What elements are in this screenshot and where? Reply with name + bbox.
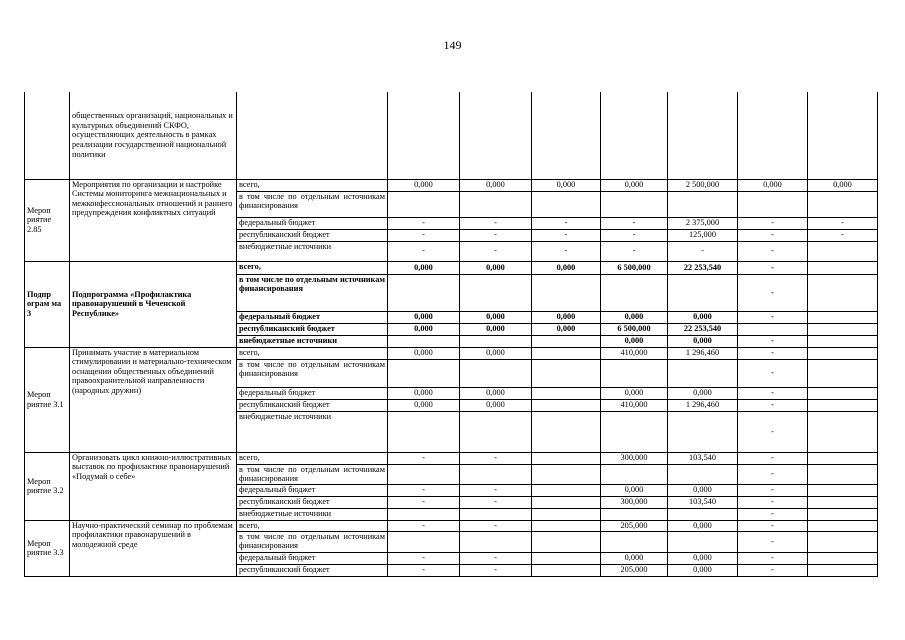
value-cell: 1 296,460 [668, 347, 738, 359]
funding-source: всего, [237, 261, 388, 274]
value-cell [808, 92, 878, 179]
value-cell: 0,000 [532, 179, 601, 191]
value-cell: - [388, 229, 460, 241]
funding-source: внебюджетные источники [237, 241, 388, 261]
funding-source: в том числе по отдельным источникам финансирования [237, 464, 388, 484]
value-cell: - [738, 508, 808, 520]
funding-source: в том числе по отдельным источникам финансирования [237, 191, 388, 217]
value-cell: 0,000 [460, 179, 532, 191]
value-cell [808, 323, 878, 335]
value-cell: 0,000 [668, 311, 738, 323]
value-cell: - [738, 552, 808, 564]
value-cell [668, 359, 738, 387]
value-cell: - [738, 335, 808, 347]
value-cell: 0,000 [460, 387, 532, 399]
value-cell [532, 411, 601, 452]
value-cell [808, 399, 878, 411]
funding-source: федеральный бюджет [237, 387, 388, 399]
measure-name: Организовать цикл книжно-иллюстративных выставок по профилактике правонарушений «Подумай о себе» [70, 452, 237, 520]
value-cell [532, 399, 601, 411]
value-cell: - [738, 241, 808, 261]
value-cell [668, 531, 738, 552]
value-cell [808, 552, 878, 564]
value-cell: 0,000 [668, 387, 738, 399]
value-cell: - [388, 452, 460, 464]
value-cell: 2 375,000 [668, 217, 738, 229]
value-cell: - [738, 274, 808, 311]
value-cell [460, 274, 532, 311]
value-cell [808, 359, 878, 387]
funding-source: внебюджетные источники [237, 335, 388, 347]
value-cell: 0,000 [460, 323, 532, 335]
value-cell: - [460, 564, 532, 576]
value-cell: - [601, 229, 668, 241]
value-cell [601, 92, 668, 179]
table-row [25, 347, 878, 359]
value-cell [808, 261, 878, 274]
measure-name: Мероприятия по организации и настройке Системы мониторинга межнациональных и межконфессиональных отношений и раннего предупреждения конфликтных ситуаций [70, 179, 237, 261]
value-cell: 205,000 [601, 520, 668, 531]
value-cell: 103,540 [668, 452, 738, 464]
value-cell: 6 500,000 [601, 323, 668, 335]
funding-source: всего, [237, 520, 388, 531]
value-cell: - [532, 241, 601, 261]
value-cell [460, 531, 532, 552]
value-cell [388, 411, 460, 452]
value-cell: 0,000 [460, 399, 532, 411]
value-cell [808, 508, 878, 520]
funding-source: в том числе по отдельным источникам финансирования [237, 274, 388, 311]
value-cell [808, 496, 878, 508]
table-row [25, 452, 878, 464]
value-cell: - [388, 241, 460, 261]
value-cell: 0,000 [460, 261, 532, 274]
table-row [25, 92, 878, 179]
value-cell: 0,000 [668, 564, 738, 576]
value-cell: - [460, 241, 532, 261]
value-cell [532, 335, 601, 347]
value-cell [808, 464, 878, 484]
funding-source: республиканский бюджет [237, 564, 388, 576]
measure-code: Мероп риятие 3.1 [25, 347, 70, 452]
value-cell [532, 496, 601, 508]
value-cell: 0,000 [460, 311, 532, 323]
funding-source: федеральный бюджет [237, 484, 388, 496]
value-cell: 2 500,000 [668, 179, 738, 191]
value-cell [388, 531, 460, 552]
funding-source: внебюджетные источники [237, 411, 388, 452]
value-cell [532, 347, 601, 359]
value-cell [808, 335, 878, 347]
value-cell: 103,540 [668, 496, 738, 508]
value-cell: - [388, 564, 460, 576]
value-cell: 125,000 [668, 229, 738, 241]
value-cell: - [738, 484, 808, 496]
funding-source: всего, [237, 452, 388, 464]
measure-name: Принимать участие в материальном стимулировании и материально-техническом оснащении общественных объединений правоохранительной направленности (народных дружин) [70, 347, 237, 452]
value-cell: - [460, 552, 532, 564]
measure-code: Мероп риятие 2.85 [25, 179, 70, 261]
value-cell [532, 274, 601, 311]
value-cell: 0,000 [601, 311, 668, 323]
table-row [25, 179, 878, 191]
value-cell: - [738, 399, 808, 411]
value-cell [532, 92, 601, 179]
measure-name: Подпрограмма «Профилактика правонарушений в Чеченской Республике» [70, 261, 237, 347]
funding-source: федеральный бюджет [237, 552, 388, 564]
funding-source: федеральный бюджет [237, 217, 388, 229]
value-cell: - [601, 217, 668, 229]
value-cell: 300,000 [601, 452, 668, 464]
value-cell: - [808, 217, 878, 229]
value-cell: 0,000 [532, 311, 601, 323]
value-cell [668, 92, 738, 179]
funding-source: республиканский бюджет [237, 496, 388, 508]
value-cell [532, 359, 601, 387]
value-cell [668, 274, 738, 311]
value-cell [808, 241, 878, 261]
value-cell: 410,000 [601, 399, 668, 411]
value-cell: 6 500,000 [601, 261, 668, 274]
value-cell [668, 464, 738, 484]
value-cell: - [460, 217, 532, 229]
value-cell: 0,000 [388, 179, 460, 191]
value-cell [668, 191, 738, 217]
value-cell [808, 484, 878, 496]
value-cell: - [738, 229, 808, 241]
funding-source: республиканский бюджет [237, 323, 388, 335]
value-cell [601, 508, 668, 520]
value-cell [808, 311, 878, 323]
value-cell: - [738, 496, 808, 508]
value-cell [738, 191, 808, 217]
value-cell: - [460, 520, 532, 531]
value-cell [532, 191, 601, 217]
value-cell: 0,000 [532, 323, 601, 335]
value-cell [808, 520, 878, 531]
value-cell: - [601, 241, 668, 261]
value-cell: - [460, 229, 532, 241]
measure-name: Научно-практический семинар по проблемам профилактики правонарушений в молодежной среде [70, 520, 237, 576]
funding-source: всего, [237, 179, 388, 191]
value-cell [388, 359, 460, 387]
value-cell: 0,000 [532, 261, 601, 274]
table-row [25, 520, 878, 531]
value-cell: 0,000 [601, 179, 668, 191]
value-cell: - [738, 564, 808, 576]
value-cell: - [388, 484, 460, 496]
value-cell: - [738, 347, 808, 359]
measure-code: Мероп риятие 3.2 [25, 452, 70, 520]
value-cell: - [668, 241, 738, 261]
value-cell: 1 296,460 [668, 399, 738, 411]
value-cell [388, 508, 460, 520]
value-cell [668, 508, 738, 520]
value-cell: - [388, 520, 460, 531]
value-cell: 0,000 [388, 261, 460, 274]
budget-table [24, 92, 878, 577]
value-cell [601, 531, 668, 552]
value-cell: 0,000 [601, 335, 668, 347]
value-cell: 0,000 [668, 552, 738, 564]
value-cell [808, 411, 878, 452]
value-cell: 0,000 [388, 347, 460, 359]
funding-source: федеральный бюджет [237, 311, 388, 323]
value-cell [601, 359, 668, 387]
value-cell [532, 452, 601, 464]
value-cell: 0,000 [668, 520, 738, 531]
value-cell: - [738, 531, 808, 552]
value-cell: 0,000 [738, 179, 808, 191]
value-cell: 0,000 [388, 387, 460, 399]
value-cell: - [460, 452, 532, 464]
value-cell [808, 531, 878, 552]
funding-source: в том числе по отдельным источникам финансирования [237, 359, 388, 387]
value-cell: 300,000 [601, 496, 668, 508]
value-cell [808, 274, 878, 311]
value-cell: 0,000 [388, 311, 460, 323]
value-cell: - [738, 359, 808, 387]
value-cell: 0,000 [601, 552, 668, 564]
value-cell [460, 411, 532, 452]
value-cell [601, 191, 668, 217]
measure-name: общественных организаций, национальных и культурных объединений СКФО, осуществляющих деятельность в рамках реализации государственной национальной политики [70, 92, 237, 179]
value-cell [532, 464, 601, 484]
value-cell: - [738, 464, 808, 484]
value-cell: - [738, 452, 808, 464]
value-cell [532, 508, 601, 520]
value-cell [237, 92, 388, 179]
value-cell [388, 464, 460, 484]
value-cell [532, 387, 601, 399]
value-cell: 410,000 [601, 347, 668, 359]
value-cell: 0,000 [601, 484, 668, 496]
code-cell [25, 92, 70, 179]
value-cell: - [808, 229, 878, 241]
page-number: 149 [443, 38, 462, 52]
value-cell [388, 92, 460, 179]
measure-code: Мероп риятие 3.3 [25, 520, 70, 576]
value-cell: 0,000 [388, 323, 460, 335]
value-cell: - [738, 411, 808, 452]
value-cell: - [738, 217, 808, 229]
value-cell: - [532, 229, 601, 241]
value-cell: 22 253,540 [668, 323, 738, 335]
value-cell [532, 552, 601, 564]
funding-source: республиканский бюджет [237, 399, 388, 411]
value-cell [668, 411, 738, 452]
value-cell: - [460, 484, 532, 496]
value-cell: 205,000 [601, 564, 668, 576]
value-cell [388, 274, 460, 311]
measure-code: Подпр ограм ма 3 [25, 261, 70, 347]
table-row [25, 261, 878, 274]
value-cell [601, 411, 668, 452]
value-cell: - [460, 496, 532, 508]
value-cell [460, 464, 532, 484]
funding-source: республиканский бюджет [237, 229, 388, 241]
value-cell: - [738, 387, 808, 399]
funding-source: всего, [237, 347, 388, 359]
value-cell: - [738, 261, 808, 274]
funding-source: в том числе по отдельным источникам финансирования [237, 531, 388, 552]
value-cell [460, 335, 532, 347]
value-cell: 0,000 [668, 484, 738, 496]
value-cell: - [532, 217, 601, 229]
value-cell [532, 484, 601, 496]
value-cell [388, 335, 460, 347]
value-cell: - [388, 217, 460, 229]
value-cell: 0,000 [388, 399, 460, 411]
value-cell [460, 359, 532, 387]
value-cell [532, 564, 601, 576]
value-cell [460, 92, 532, 179]
value-cell [601, 274, 668, 311]
value-cell [460, 191, 532, 217]
value-cell [532, 520, 601, 531]
value-cell: 0,000 [808, 179, 878, 191]
value-cell: - [738, 311, 808, 323]
value-cell: 22 253,540 [668, 261, 738, 274]
value-cell: 0,000 [668, 335, 738, 347]
value-cell: 0,000 [460, 347, 532, 359]
value-cell [601, 464, 668, 484]
value-cell [460, 508, 532, 520]
funding-source: внебюджетные источники [237, 508, 388, 520]
value-cell [808, 564, 878, 576]
value-cell: - [388, 496, 460, 508]
value-cell: - [738, 520, 808, 531]
value-cell [808, 387, 878, 399]
value-cell [808, 452, 878, 464]
value-cell: - [388, 552, 460, 564]
value-cell [388, 191, 460, 217]
value-cell [808, 347, 878, 359]
value-cell [808, 191, 878, 217]
value-cell [738, 323, 808, 335]
value-cell [738, 92, 808, 179]
value-cell: 0,000 [601, 387, 668, 399]
value-cell [532, 531, 601, 552]
